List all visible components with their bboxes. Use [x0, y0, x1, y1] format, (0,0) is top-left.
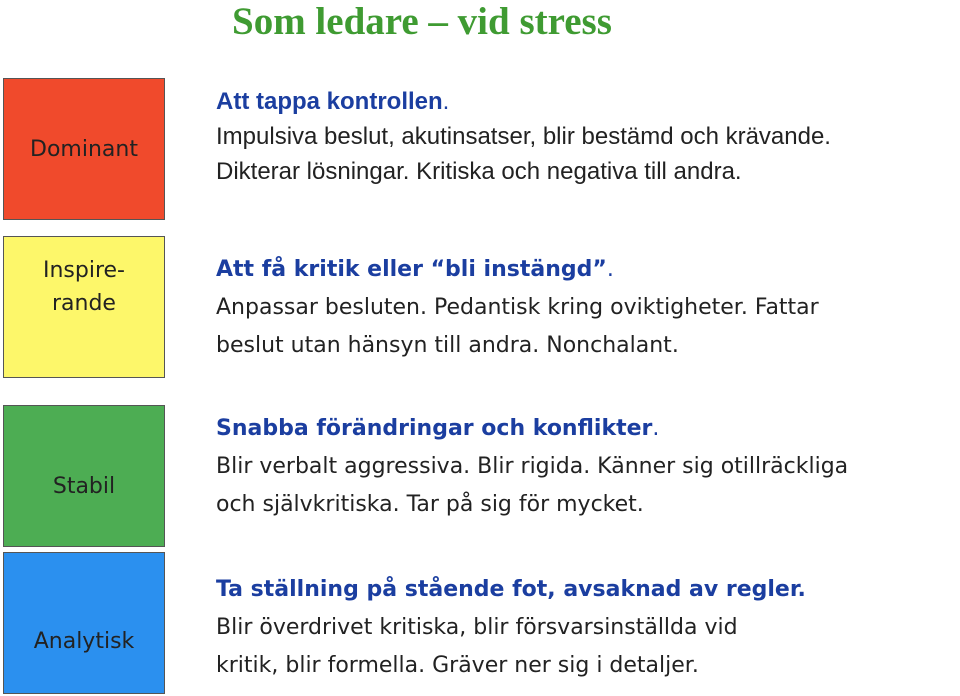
description-heading: Att få kritik eller “bli instängd”: [216, 257, 607, 282]
description-line: beslut utan hänsyn till andra. Nonchalant.: [216, 333, 679, 358]
description-inspirerande: [216, 251, 956, 365]
description-line: Blir överdrivet kritiska, blir försvarsinställda vid: [216, 615, 738, 640]
description-line: Impulsiva beslut, akutinsatser, blir bestämd och krävande.: [216, 123, 831, 150]
category-label: Analytisk: [33, 628, 135, 654]
description-line: Blir verbalt aggressiva. Blir rigida. Känner sig otillräckliga: [216, 454, 849, 479]
category-label: Stabil: [52, 473, 116, 499]
category-box-inspirerande: [3, 236, 165, 378]
description-line: och självkritiska. Tar på sig för mycket.: [216, 492, 644, 517]
category-label: Dominant: [30, 136, 138, 162]
description-analytisk: [216, 571, 956, 685]
page-title: Som ledare – vid stress: [232, 0, 612, 43]
description-dominant: [216, 84, 956, 189]
description-line: Anpassar besluten. Pedantisk kring oviktigheter. Fattar: [216, 295, 819, 320]
category-label: Inspire- rande: [42, 258, 125, 316]
category-box-analytisk: [3, 552, 165, 694]
description-line: kritik, blir formella. Gräver ner sig i detaljer.: [216, 653, 699, 678]
category-box-stabil: [3, 405, 165, 547]
description-stabil: [216, 410, 956, 524]
description-line: Dikterar lösningar. Kritiska och negativa till andra.: [216, 158, 742, 185]
heading-dot: .: [652, 416, 660, 441]
heading-dot: .: [442, 88, 450, 115]
description-heading: Att tappa kontrollen: [216, 88, 443, 115]
category-box-dominant: [3, 78, 165, 220]
heading-dot: .: [606, 257, 614, 282]
description-heading: Snabba förändringar och konflikter: [216, 416, 653, 441]
description-heading: Ta ställning på stående fot, avsaknad av regler.: [216, 577, 806, 602]
